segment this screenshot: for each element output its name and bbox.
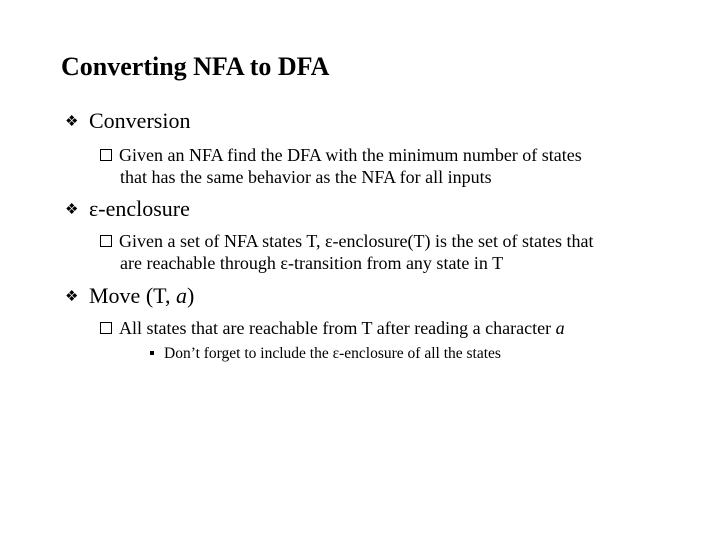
slide-title: Converting NFA to DFA [61, 52, 330, 81]
diamond-bullet-icon: ❖ [65, 289, 79, 305]
bullet-move [65, 283, 194, 309]
box-bullet-icon [100, 149, 112, 161]
sub-bullet-conversion [100, 144, 582, 188]
variable-a: a [555, 318, 565, 338]
diamond-bullet-icon: ❖ [65, 114, 79, 130]
sub-bullet-text: All states that are reachable from T after reading a character [119, 318, 556, 338]
sub-sub-bullet-text: Don’t forget to include the ε-enclosure of all the states [164, 345, 501, 362]
square-bullet-icon [150, 351, 154, 355]
sub-bullet-text-cont: that has the same behavior as the NFA for all inputs [120, 167, 492, 187]
bullet-label: ε-enclosure [89, 196, 190, 221]
box-bullet-icon [100, 235, 112, 247]
sub-sub-bullet-move [150, 345, 501, 363]
sub-bullet-epsilon [100, 230, 593, 274]
bullet-label: Move (T, [89, 283, 176, 308]
bullet-label-suffix: ) [186, 283, 195, 308]
sub-bullet-text: Given an NFA find the DFA with the minimum number of states [119, 145, 582, 165]
sub-bullet-text: Given a set of NFA states T, ε-enclosure(T) is the set of states that [119, 231, 594, 251]
diamond-bullet-icon: ❖ [65, 202, 79, 218]
sub-bullet-move [100, 317, 565, 339]
sub-bullet-text-cont: are reachable through ε-transition from any state in T [120, 253, 504, 273]
bullet-conversion [65, 108, 190, 134]
bullet-epsilon-enclosure [65, 196, 190, 222]
box-bullet-icon [100, 322, 112, 334]
bullet-label: Conversion [89, 108, 191, 133]
variable-a: a [175, 283, 187, 308]
